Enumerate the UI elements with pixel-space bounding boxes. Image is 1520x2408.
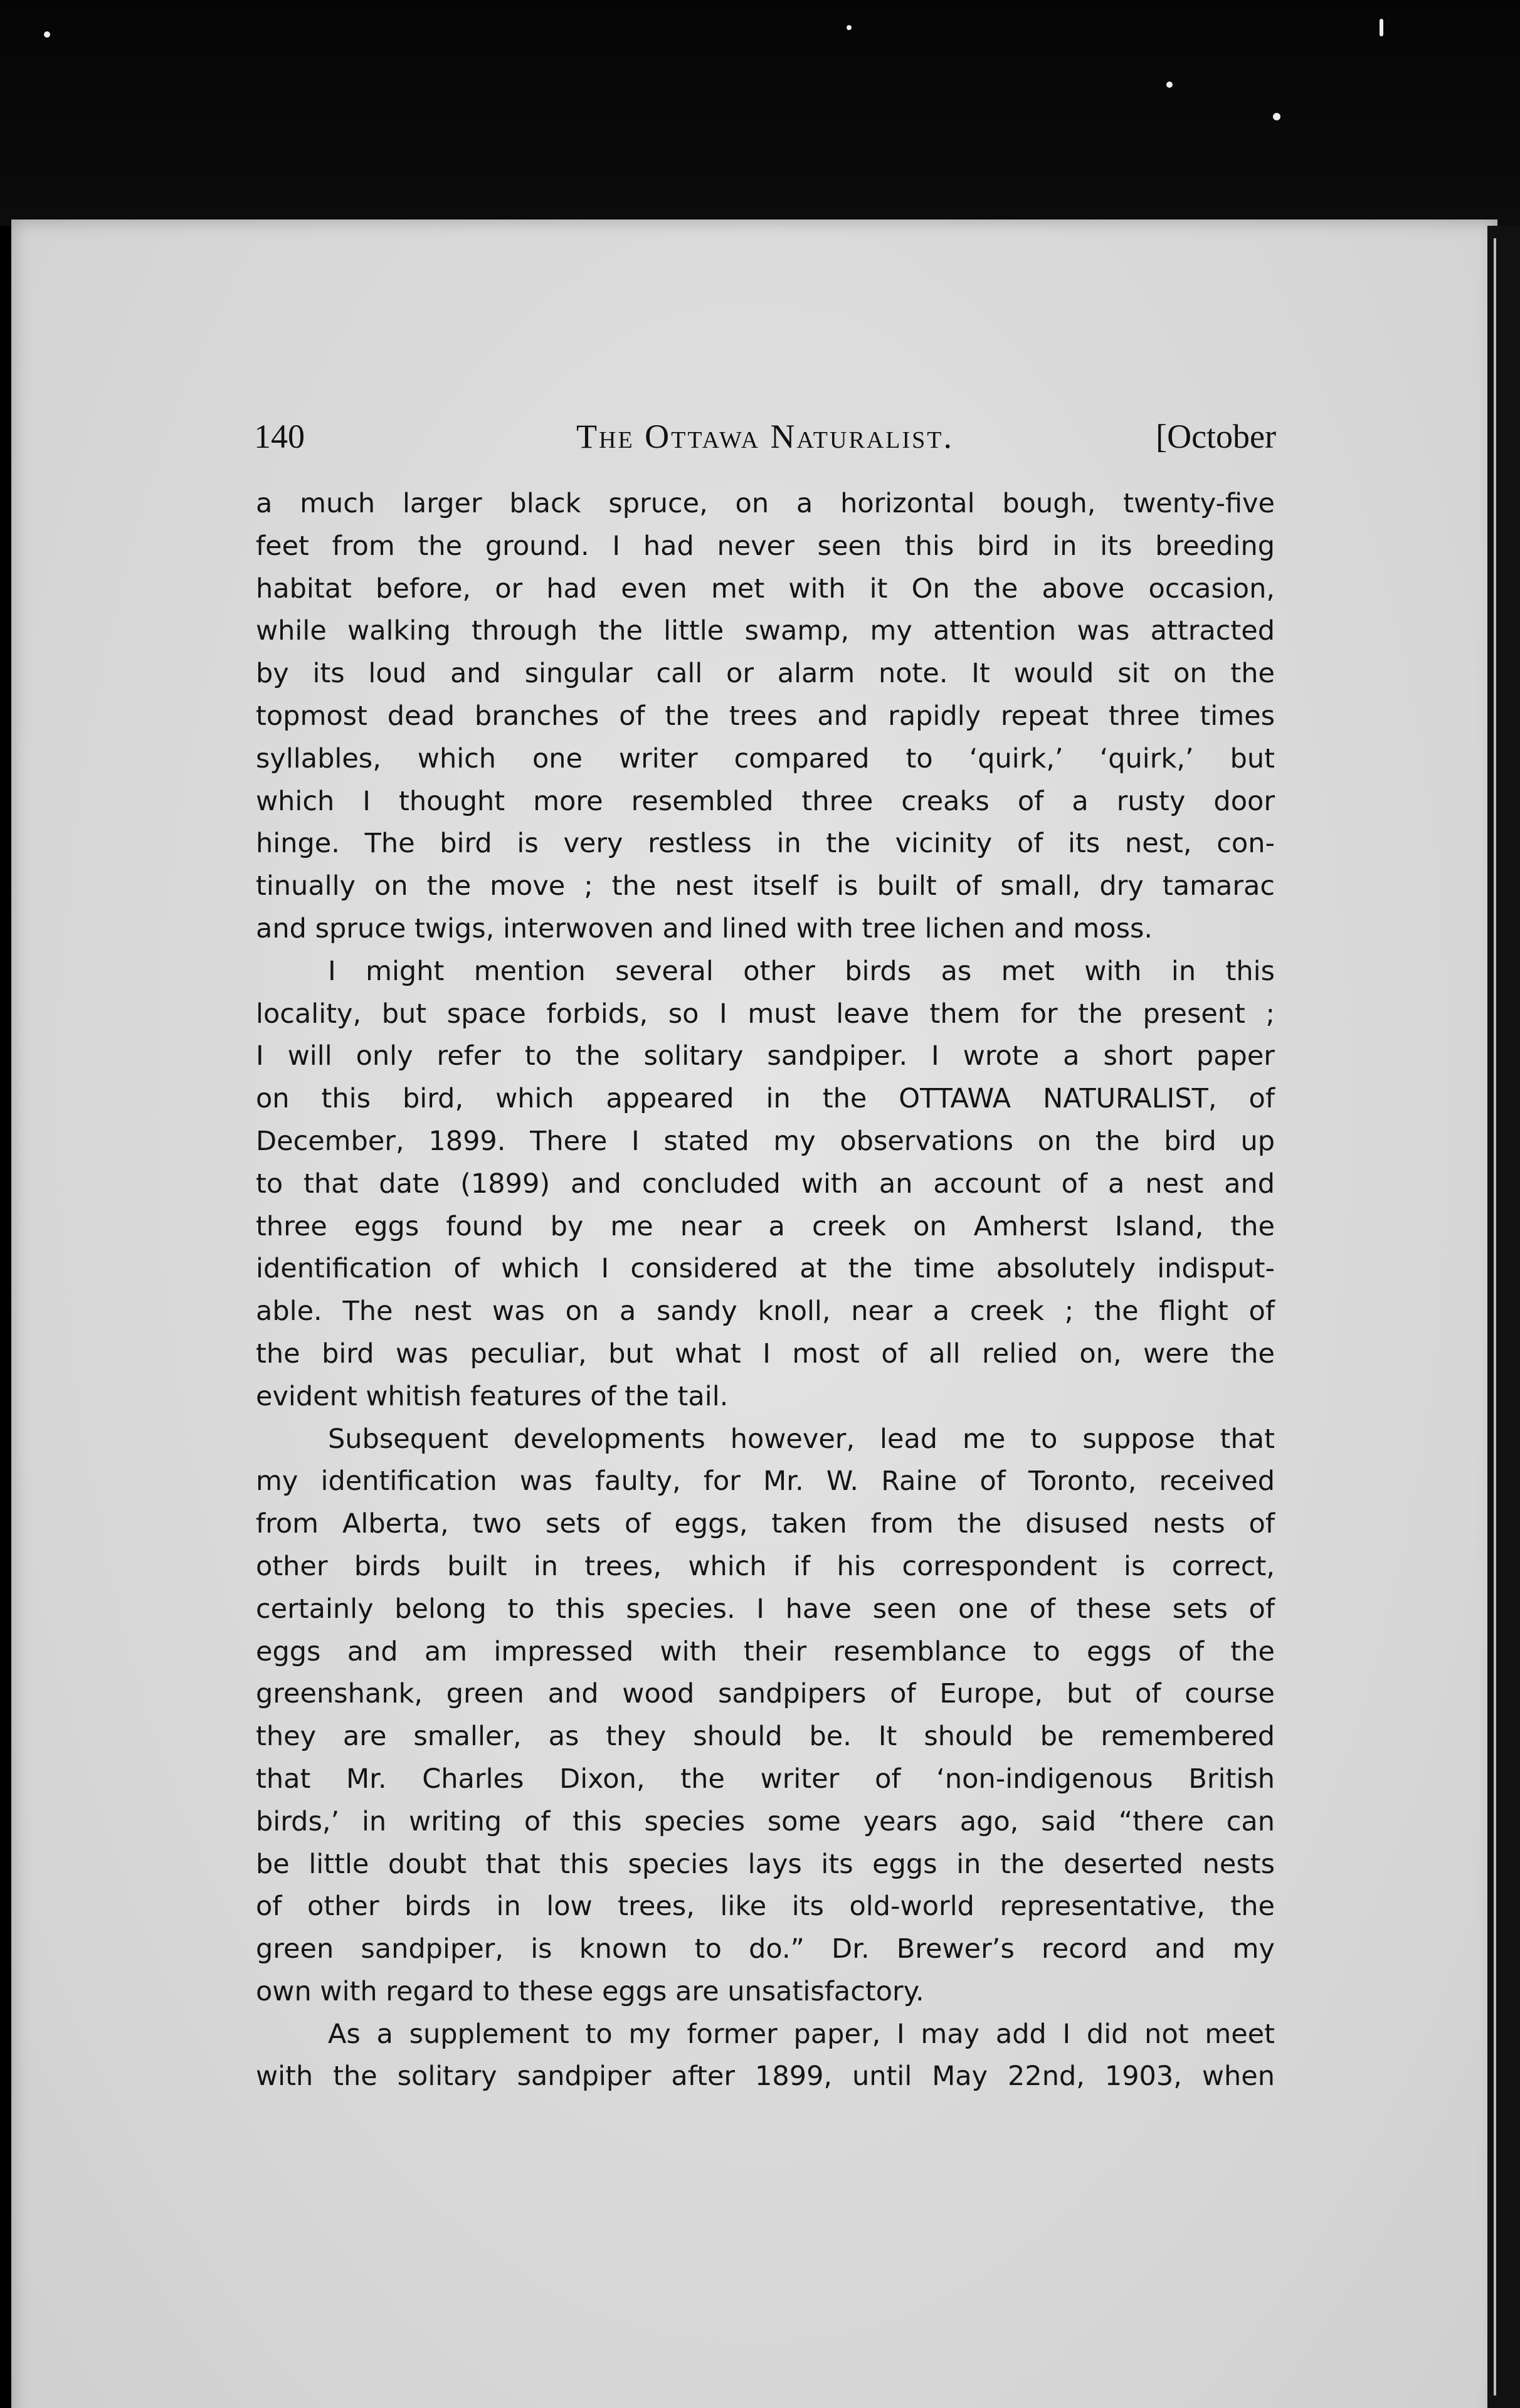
text-line: identification of which I considered at the time absolutely indisput-	[256, 1253, 1275, 1285]
text-line: own with regard to these eggs are unsatisfactory.	[256, 1975, 924, 2007]
text-line: other birds built in trees, which if his correspondent is correct,	[256, 1550, 1275, 1582]
text-line: able. The nest was on a sandy knoll, near a creek ; the flight of	[256, 1296, 1275, 1328]
scanner-background	[0, 0, 1520, 226]
page-edge-highlight	[1494, 238, 1496, 2395]
text-line: my identification was faulty, for Mr. W. Raine of Toronto, received	[256, 1465, 1275, 1497]
article-body	[256, 483, 1275, 2098]
paragraph	[256, 1418, 1275, 2014]
text-line: Subsequent developments however, lead me to suppose that	[328, 1423, 1275, 1455]
dust-speck	[847, 25, 852, 30]
dust-speck	[1273, 113, 1280, 120]
text-line: which I thought more resembled three creaks of a rusty door	[256, 785, 1275, 817]
text-line: green sandpiper, is known to do.” Dr. Brewer’s record and my	[256, 1933, 1275, 1965]
text-line: topmost dead branches of the trees and rapidly repeat three times	[256, 700, 1275, 732]
text-line: certainly belong to this species. I have seen one of these sets of	[256, 1593, 1275, 1625]
text-line: eggs and am impressed with their resemblance to eggs of the	[256, 1635, 1275, 1667]
text-line: a much larger black spruce, on a horizontal bough, twenty-five	[256, 488, 1275, 519]
dust-speck	[1166, 82, 1173, 88]
text-line: of other birds in low trees, like its old-world representative, the	[256, 1891, 1275, 1923]
text-line: and spruce twigs, interwoven and lined with tree lichen and moss.	[256, 912, 1153, 944]
text-line: evident whitish features of the tail.	[256, 1380, 729, 1412]
text-line: to that date (1899) and concluded with an account of a nest and	[256, 1168, 1275, 1200]
text-line: three eggs found by me near a creek on Amherst Island, the	[256, 1210, 1275, 1242]
paragraph	[256, 2014, 1275, 2099]
text-line: that Mr. Charles Dixon, the writer of ‘non-indigenous British	[256, 1763, 1275, 1795]
text-line: I will only refer to the solitary sandpiper. I wrote a short paper	[256, 1040, 1275, 1072]
text-line: they are smaller, as they should be. It should be remembered	[256, 1721, 1275, 1753]
text-line: with the solitary sandpiper after 1899, until May 22nd, 1903, when	[256, 2061, 1275, 2093]
text-line: syllables, which one writer compared to ‘quirk,’ ‘quirk,’ but	[256, 742, 1275, 774]
text-line: tinually on the move ; the nest itself is built of small, dry tamarac	[256, 870, 1275, 902]
text-line: I might mention several other birds as met with in this	[328, 955, 1275, 987]
text-line: December, 1899. There I stated my observations on the bird up	[256, 1125, 1275, 1157]
text-line: while walking through the little swamp, my attention was attracted	[256, 615, 1275, 647]
text-line: greenshank, green and wood sandpipers of Europe, but of course	[256, 1678, 1275, 1710]
text-line: feet from the ground. I had never seen this bird in its breeding	[256, 530, 1275, 562]
page-number: 140	[254, 418, 305, 455]
dust-speck	[44, 31, 50, 38]
running-title: The Ottawa Naturalist.	[576, 418, 954, 455]
text-line: the bird was peculiar, but what I most of all relied on, were the	[256, 1338, 1275, 1370]
text-line: hinge. The bird is very restless in the vicinity of its nest, con-	[256, 828, 1275, 860]
paragraph	[256, 951, 1275, 1418]
text-line: As a supplement to my former paper, I may add I did not meet	[328, 2018, 1275, 2050]
text-line: be little doubt that this species lays its eggs in the deserted nests	[256, 1848, 1275, 1880]
dust-speck	[1380, 19, 1383, 36]
paragraph	[256, 483, 1275, 951]
text-line: habitat before, or had even met with it On the above occasion,	[256, 573, 1275, 605]
text-line: birds,’ in writing of this species some years ago, said “there can	[256, 1805, 1275, 1837]
text-line: from Alberta, two sets of eggs, taken from the disused nests of	[256, 1508, 1275, 1540]
text-line: locality, but space forbids, so I must leave them for the present ;	[256, 998, 1275, 1030]
text-line: on this bird, which appeared in the OTTAWA NATURALIST, of	[256, 1083, 1275, 1115]
running-month: [October	[1156, 418, 1276, 455]
text-line: by its loud and singular call or alarm note. It would sit on the	[256, 658, 1275, 690]
running-header	[254, 414, 1276, 459]
page-edge-shadow	[1487, 226, 1520, 2408]
